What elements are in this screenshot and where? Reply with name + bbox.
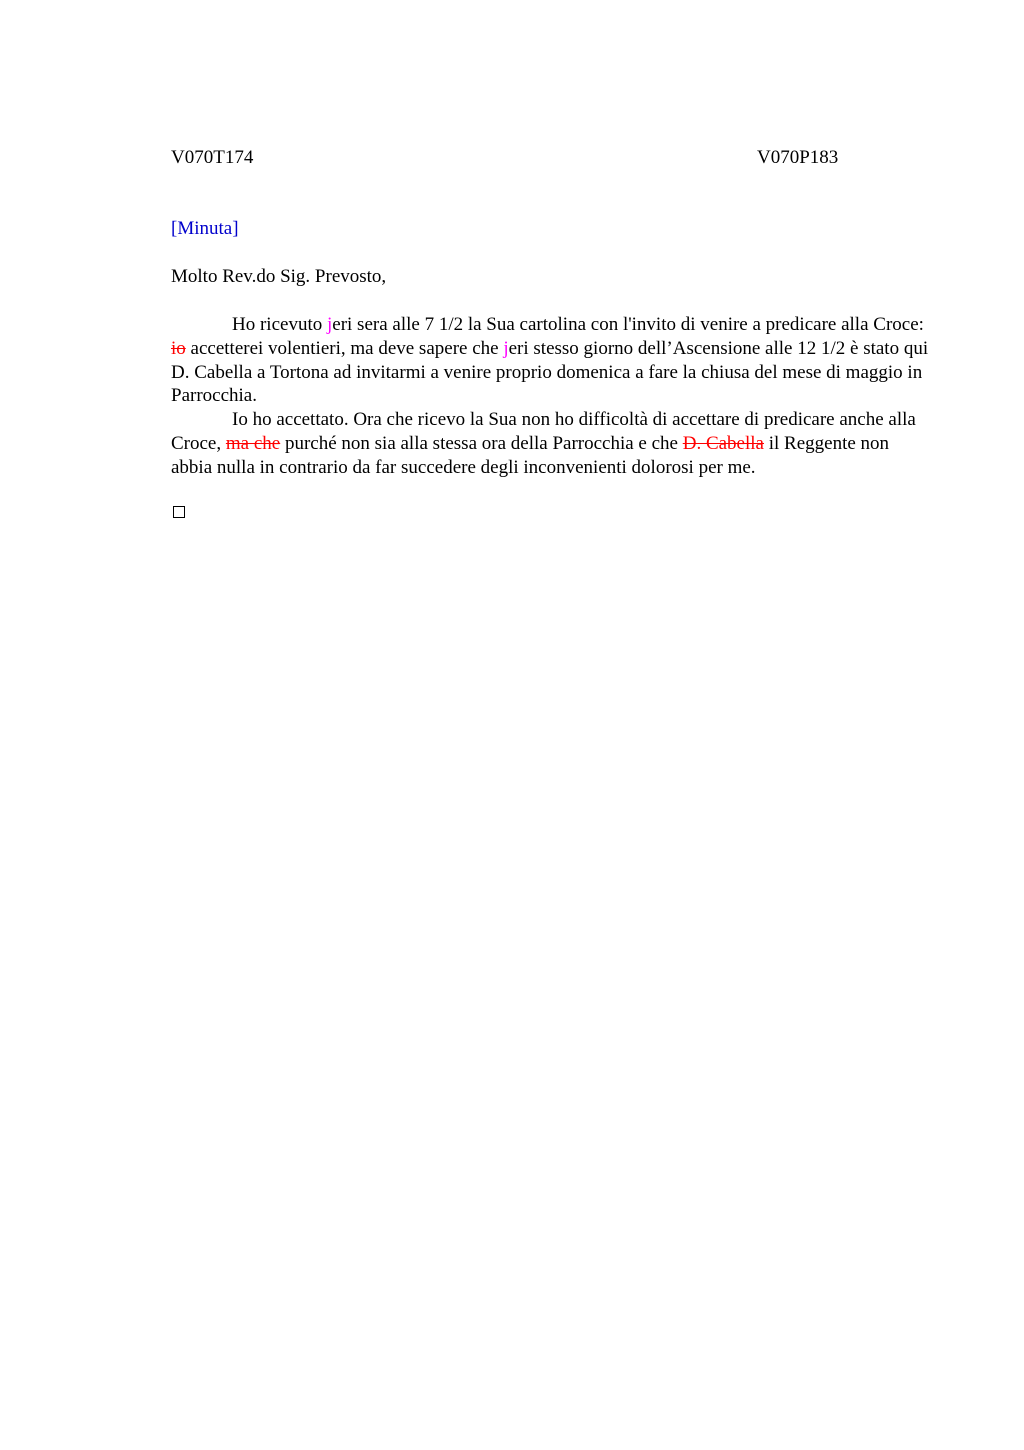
text-segment: il Reggente non abbia nulla in contrario da far succedere degli inconvenienti dolorosi per me. xyxy=(171,432,890,478)
insertion-mark: j xyxy=(503,337,509,359)
text-segment: Io ho accettato. Ora che ricevo la Sua non ho difficoltà di accettare di predicare anche alla Croce, xyxy=(171,409,916,454)
editorial-note: [Minuta] xyxy=(171,218,239,239)
text-segment: accetterei volentieri, ma deve sapere che xyxy=(185,337,504,359)
empty-square-icon xyxy=(173,506,185,518)
document-code-right: V070P183 xyxy=(757,147,839,168)
deleted-text: io xyxy=(171,337,186,359)
deleted-text: ma che xyxy=(225,432,281,454)
paragraph-1 xyxy=(171,313,931,408)
paragraph-2 xyxy=(171,408,931,479)
deleted-text: D. Cabella xyxy=(682,432,764,454)
text-segment: eri sera alle 7 1/2 la Sua cartolina con l'invito di venire a predicare alla Croce: xyxy=(332,314,924,335)
text-segment: purché non sia alla stessa ora della Parrocchia e che xyxy=(280,432,683,454)
insertion-mark: j xyxy=(326,314,333,335)
letter-body xyxy=(171,313,931,480)
text-segment: eri stesso giorno dell’Ascensione alle 12 1/2 è stato qui D. Cabella a Tortona ad invitarmi a venire proprio domenica a fare la chiusa del mese di maggio in Parrocchia. xyxy=(171,337,929,407)
salutation: Molto Rev.do Sig. Prevosto, xyxy=(171,266,387,287)
document-code-left: V070T174 xyxy=(171,147,254,168)
text-segment: Ho ricevuto xyxy=(232,314,327,335)
